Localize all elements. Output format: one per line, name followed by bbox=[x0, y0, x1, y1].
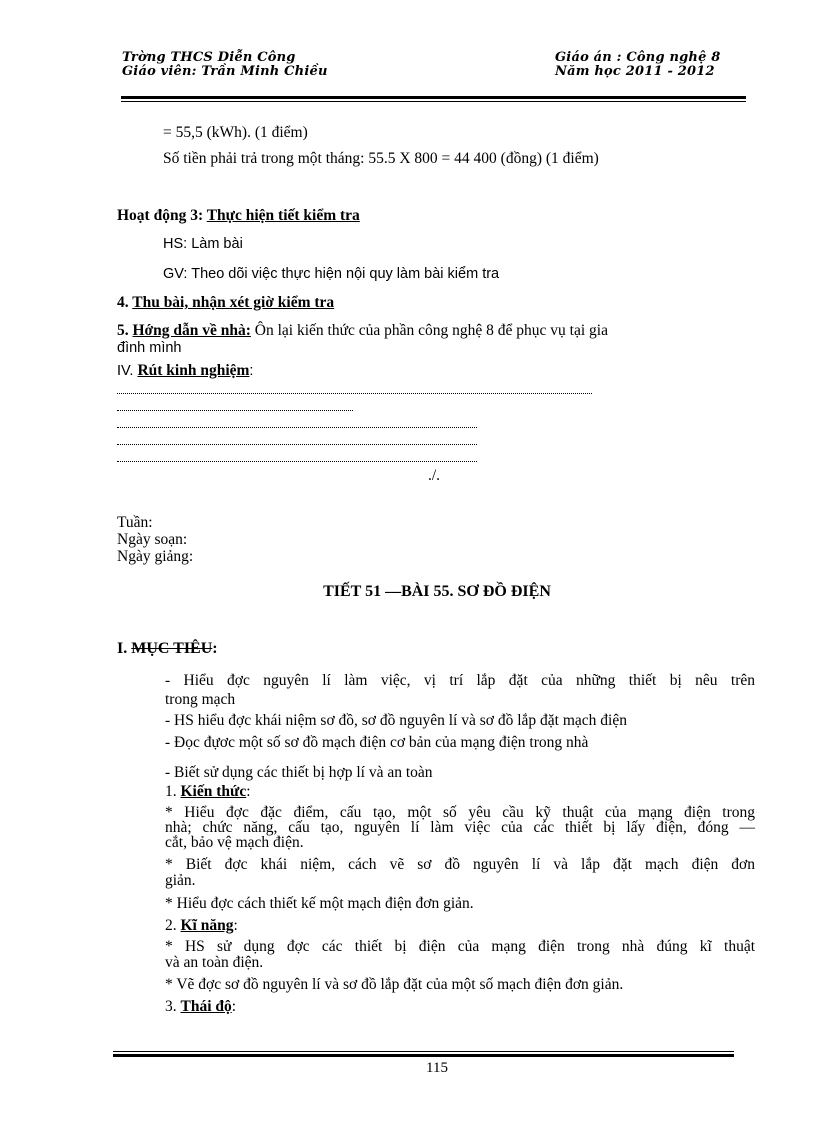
section1-colon: : bbox=[212, 640, 218, 657]
meta-prep-date: Ngày soạn: bbox=[117, 531, 188, 548]
item-iv-number: IV. bbox=[117, 363, 138, 379]
header-year: Năm học 2011 - 2012 bbox=[555, 64, 715, 79]
attitude-heading bbox=[165, 999, 236, 1014]
item-iv-title: Rút kinh nghiệm bbox=[137, 362, 250, 379]
knowledge-colon: : bbox=[246, 783, 251, 800]
skills-line: và an toàn điện. bbox=[165, 954, 264, 971]
dotted-line bbox=[117, 461, 477, 462]
objective-bullet: - Biết sử dụng các thiết bị hợp lí và an toàn bbox=[165, 764, 433, 781]
section1-number: I. bbox=[117, 640, 132, 657]
activity3-heading bbox=[117, 207, 360, 225]
header-school: Trờng THCS Diễn Công bbox=[122, 50, 296, 65]
item4-number: 4. bbox=[117, 294, 133, 311]
section1-title: MỤC TIÊU bbox=[131, 640, 213, 657]
item5-number: 5. bbox=[117, 322, 133, 339]
knowledge-line: * Hiểu đợc đặc điểm, cấu tạo, một số yêu cầu kỹ thuật của mạng điện trong bbox=[165, 804, 755, 821]
objective-bullet-cont: trong mạch bbox=[165, 691, 236, 708]
meta-week: Tuần: bbox=[117, 514, 153, 531]
calc-line-1: = 55,5 (kWh). (1 điểm) bbox=[163, 124, 308, 141]
item5-title: Hớng dẫn về nhà: bbox=[132, 322, 251, 339]
skills-heading bbox=[165, 918, 238, 933]
objective-bullet: - Hiểu đợc nguyên lí làm việc, vị trí lắp đặt của những thiết bị nêu trên bbox=[165, 672, 755, 689]
item5-text-1: Ôn lại kiến thức của phần công nghệ 8 để phục vụ tại gia bbox=[250, 322, 608, 339]
section1-heading bbox=[117, 640, 218, 658]
knowledge-line: giản. bbox=[165, 872, 196, 889]
skills-number: 2. bbox=[165, 917, 181, 934]
attitude-number: 3. bbox=[165, 998, 181, 1015]
objective-bullet: - HS hiểu đợc khái niệm sơ đồ, sơ đồ nguyên lí và sơ đồ lắp đặt mạch điện bbox=[165, 712, 627, 729]
end-mark: ./. bbox=[428, 467, 441, 484]
skills-colon: : bbox=[233, 917, 238, 934]
knowledge-heading bbox=[165, 784, 251, 799]
item5-line-2: đình mình bbox=[117, 340, 182, 356]
page-number: 115 bbox=[426, 1060, 448, 1076]
dotted-line bbox=[117, 427, 477, 428]
meta-teach-date: Ngày giảng: bbox=[117, 548, 194, 565]
knowledge-line: * Biết đợc khái niệm, cách vẽ sơ đồ nguyên lí và lắp đặt mạch điện đơn bbox=[165, 856, 755, 873]
header-teacher: Giáo viên: Trần Minh Chiều bbox=[122, 64, 328, 79]
footer-rule bbox=[113, 1054, 734, 1057]
dotted-line bbox=[117, 444, 477, 445]
activity3-hs: HS: Làm bài bbox=[163, 236, 243, 252]
header-rule-thin bbox=[121, 101, 746, 102]
knowledge-number: 1. bbox=[165, 783, 181, 800]
item-iv-heading bbox=[117, 362, 253, 380]
activity3-title: Thực hiện tiết kiểm tra bbox=[206, 207, 360, 224]
objective-bullet: - Đọc đựơc một số sơ đồ mạch điện cơ bản của mạng điện trong nhà bbox=[165, 734, 589, 751]
attitude-colon: : bbox=[231, 998, 237, 1015]
dotted-line bbox=[117, 410, 353, 411]
skills-line: * HS sử dụng đợc các thiết bị điện của mạng điện trong nhà đúng kĩ thuật bbox=[165, 938, 755, 955]
item4-heading bbox=[117, 294, 334, 312]
header-subject: Giáo án : Công nghệ 8 bbox=[555, 50, 721, 65]
item-iv-colon: : bbox=[249, 363, 254, 379]
attitude-title: Thái độ bbox=[180, 998, 232, 1015]
item5-line-1 bbox=[117, 322, 608, 340]
lesson-title: TIẾT 51 —BÀI 55. SƠ ĐỒ ĐIỆN bbox=[323, 583, 551, 600]
knowledge-title: Kiến thức bbox=[180, 783, 247, 800]
footer-rule-thin bbox=[113, 1051, 734, 1052]
activity3-gv: GV: Theo dõi việc thực hiện nội quy làm bài kiểm tra bbox=[163, 266, 500, 282]
skills-title: Kĩ năng bbox=[180, 917, 234, 934]
calc-line-2: Số tiền phải trả trong một tháng: 55.5 X 800 = 44 400 (đồng) (1 điểm) bbox=[163, 150, 599, 167]
knowledge-line: cắt, bảo vệ mạch điện. bbox=[165, 834, 304, 851]
item4-title: Thu bài, nhận xét giờ kiểm tra bbox=[132, 294, 335, 311]
knowledge-line: nhà; chức năng, cấu tạo, nguyên lí làm việc của các thiết bị lấy điện, đóng — bbox=[165, 819, 755, 836]
activity3-prefix: Hoạt động 3: bbox=[117, 207, 207, 224]
header-rule bbox=[121, 96, 746, 99]
dotted-line bbox=[117, 393, 592, 394]
knowledge-line: * Hiểu đợc cách thiết kế một mạch điện đơn giản. bbox=[165, 895, 474, 912]
skills-line: * Vẽ đợc sơ đồ nguyên lí và sơ đồ lắp đặt của một số mạch điện đơn giản. bbox=[165, 976, 624, 993]
